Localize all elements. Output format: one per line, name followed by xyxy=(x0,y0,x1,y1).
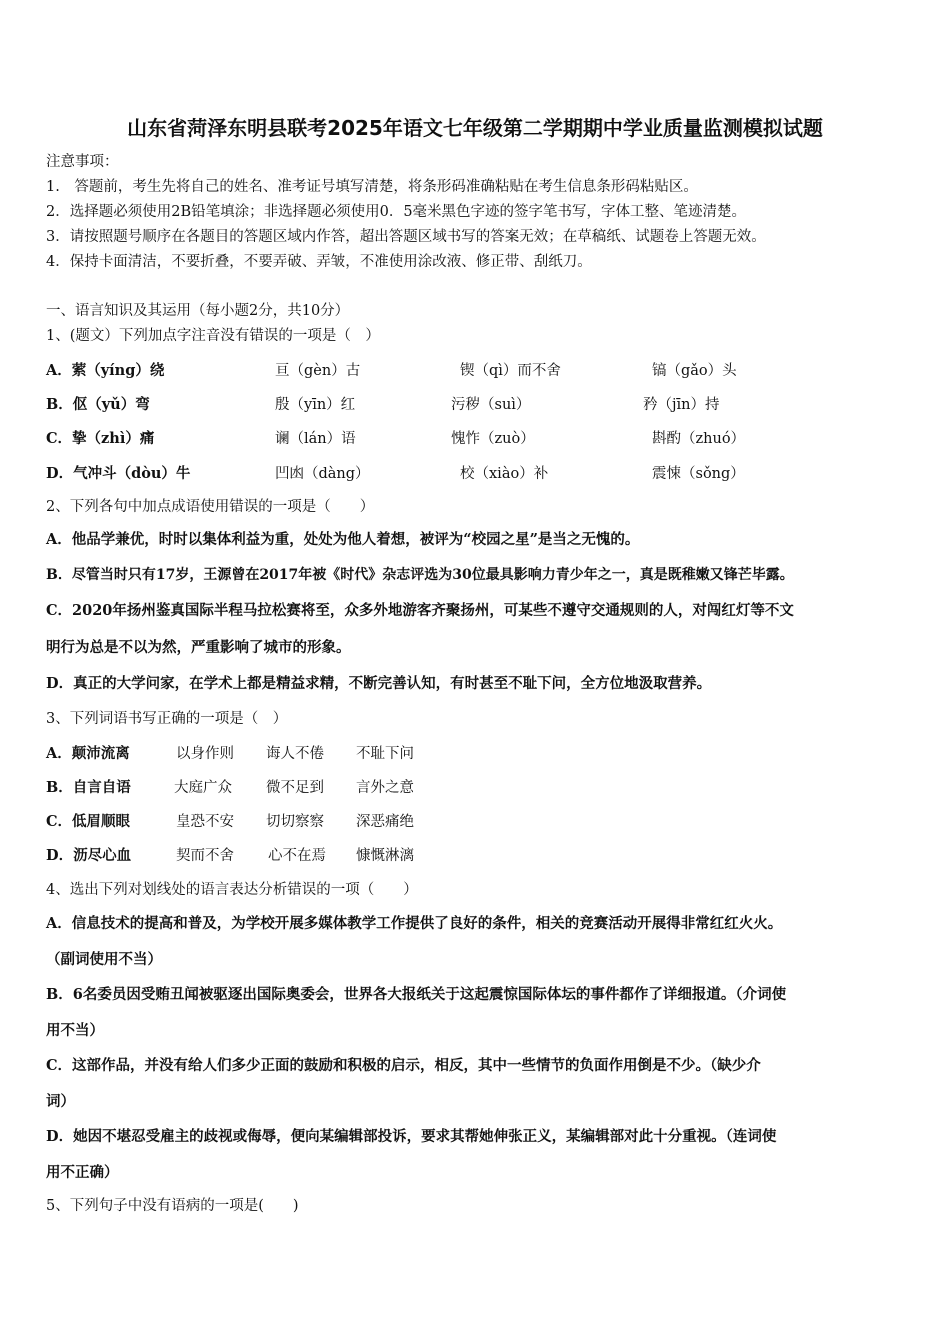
question-4-option-c-line1: C．这部作品，并没有给人们多少正面的鼓励和积极的启示，相反，其中一些情节的负面作用倒是不少。（缺少介 xyxy=(46,1057,761,1074)
question-2-option-a: A．他品学兼优，时时以集体利益为重，处处为他人着想，被评为“校园之星”是当之无愧的。 xyxy=(46,531,640,548)
option-cell: D．气冲斗（dòu）牛 xyxy=(46,465,191,482)
option-cell: 愧怍（zuò） xyxy=(451,431,535,447)
question-3-stem: 3、下列词语书写正确的一项是（ ） xyxy=(46,711,288,727)
option-cell: 慷慨淋漓 xyxy=(356,848,414,864)
question-2-option-b: B．尽管当时只有17岁，王源曾在2017年被《时代》杂志评选为30位最具影响力青少年之一，真是既稚嫩又锋芒毕露。 xyxy=(46,567,794,583)
notice-item-3: 3．请按照题号顺序在各题目的答题区域内作答，超出答题区域书写的答案无效；在草稿纸、试题卷上答题无效。 xyxy=(46,229,766,245)
option-cell: 镐（gǎo）头 xyxy=(652,363,737,379)
question-4-option-a-line2: （副词使用不当） xyxy=(46,951,162,968)
section-heading: 一、语言知识及其运用（每小题2分，共10分） xyxy=(46,303,350,319)
page-title: 山东省菏泽东明县联考2025年语文七年级第二学期期中学业质量监测模拟试题 xyxy=(127,116,823,140)
option-cell: 言外之意 xyxy=(356,780,414,796)
question-2-option-c-line2: 明行为总是不以为然，严重影响了城市的形象。 xyxy=(46,639,351,656)
question-1-stem: 1、(题文）下列加点字注音没有错误的一项是（ ） xyxy=(46,328,380,344)
option-cell: 诲人不倦 xyxy=(266,746,324,762)
option-cell: 污秽（suì） xyxy=(451,397,531,413)
question-4-option-d-line1: D．她因不堪忍受雇主的歧视或侮辱，便向某编辑部投诉，要求其帮她伸张正义，某编辑部对此十分重视。（连词使 xyxy=(46,1128,777,1145)
question-2-option-c-line1: C．2020年扬州鉴真国际半程马拉松赛将至，众多外地游客齐聚扬州，可某些不遵守交通规则的人，对闯红灯等不文 xyxy=(46,602,794,619)
question-4-option-b-line2: 用不当） xyxy=(46,1022,104,1039)
option-cell: A．颠沛流离 xyxy=(46,745,130,762)
option-cell: 斟酌（zhuó） xyxy=(652,431,746,447)
option-cell: 亘（gèn）古 xyxy=(275,363,361,379)
option-cell: 谰（lán）语 xyxy=(275,431,356,447)
option-cell: 不耻下问 xyxy=(356,746,414,762)
option-cell: D．沥尽心血 xyxy=(46,847,132,864)
option-cell: 矜（jīn）持 xyxy=(643,397,720,413)
question-4-option-c-line2: 词） xyxy=(46,1093,75,1110)
option-cell: 契而不舍 xyxy=(176,848,234,864)
option-cell: 大庭广众 xyxy=(174,780,232,796)
notice-item-4: 4．保持卡面清洁，不要折叠，不要弄破、弄皱，不准使用涂改液、修正带、刮纸刀。 xyxy=(46,254,592,270)
option-cell: 凹凼（dàng） xyxy=(275,466,370,482)
question-2-option-d: D．真正的大学问家，在学术上都是精益求精，不断完善认知，有时甚至不耻下问，全方位地汲取营养。 xyxy=(46,675,712,692)
option-cell: 切切察察 xyxy=(266,814,324,830)
question-4-option-b-line1: B．6名委员因受贿丑闻被驱逐出国际奥委会，世界各大报纸关于这起震惊国际体坛的事件都作了详细报道。（介词使 xyxy=(46,986,787,1003)
option-cell: A．萦（yíng）绕 xyxy=(46,362,165,379)
option-cell: C．低眉顺眼 xyxy=(46,813,131,830)
option-cell: 震悚（sǒng） xyxy=(652,466,745,482)
option-cell: 校（xiào）补 xyxy=(460,466,549,482)
question-2-stem: 2、下列各句中加点成语使用错误的一项是（ ） xyxy=(46,499,375,515)
option-cell: C．挚（zhì）痛 xyxy=(46,430,155,447)
option-cell: 心不在焉 xyxy=(268,848,326,864)
option-cell: 皇恐不安 xyxy=(176,814,234,830)
option-cell: B．自言自语 xyxy=(46,779,131,796)
notice-item-1: 1. 答题前，考生先将自己的姓名、准考证号填写清楚，将条形码准确粘贴在考生信息条形码粘贴区。 xyxy=(46,179,698,195)
question-4-option-a-line1: A．信息技术的提高和普及，为学校开展多媒体教学工作提供了良好的条件，相关的竞赛活动开展得非常红红火火。 xyxy=(46,915,783,932)
option-cell: B．伛（yǔ）弯 xyxy=(46,396,150,413)
question-5-stem: 5、下列句子中没有语病的一项是( ) xyxy=(46,1198,299,1214)
question-4-option-d-line2: 用不正确） xyxy=(46,1164,119,1181)
question-4-stem: 4、选出下列对划线处的语言表达分析错误的一项（ ） xyxy=(46,882,418,898)
option-cell: 以身作则 xyxy=(176,746,234,762)
option-cell: 殷（yīn）红 xyxy=(275,397,356,413)
notice-heading: 注意事项： xyxy=(46,154,119,170)
option-cell: 锲（qì）而不舍 xyxy=(460,363,561,379)
option-cell: 微不足到 xyxy=(266,780,324,796)
notice-item-2: 2．选择题必须使用2B铅笔填涂；非选择题必须使用0．5毫米黑色字迹的签字笔书写，字体工整、笔迹清楚。 xyxy=(46,204,747,220)
option-cell: 深恶痛绝 xyxy=(356,814,414,830)
